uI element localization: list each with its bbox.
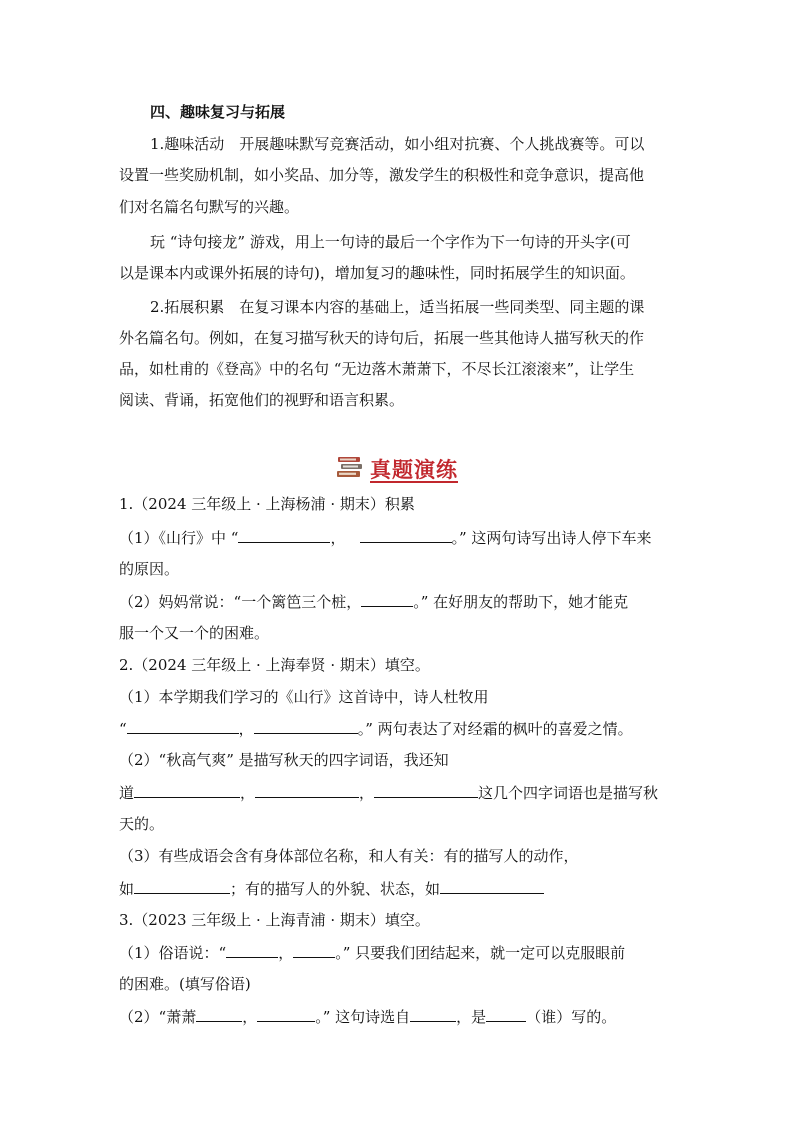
question-text: 。” 这句诗选自 [315, 1008, 411, 1026]
question-text: （谁）写的。 [526, 1008, 617, 1026]
question-text: 。” 两句表达了对经霜的枫叶的喜爱之情。 [357, 720, 633, 738]
question-text: 。” 在好朋友的帮助下，她才能克 [413, 593, 629, 611]
question-line: （1）本学期我们学习的《山行》这首诗中，诗人杜牧用 [119, 688, 489, 706]
question-line [119, 527, 651, 548]
question-line: 的困难。(填写俗语) [119, 975, 251, 993]
question-text: 。” 这两句诗写出诗人停下车来 [451, 529, 652, 547]
question-line: （2）“秋高气爽” 是描写秋天的四字词语，我还知 [119, 751, 449, 769]
paragraph-line: 品，如杜甫的《登高》中的名句 “无边落木萧萧下，不尽长江滚滚来”，让学生 [119, 360, 635, 378]
paragraph-line: 设置一些奖励机制，如小奖品、加分等，激发学生的积极性和竞争意识，提高他 [119, 166, 645, 184]
question-line: 天的。 [119, 815, 165, 833]
answer-blank[interactable] [254, 718, 358, 734]
question-line: 服一个又一个的困难。 [119, 624, 270, 642]
question-text: 。” 只要我们团结起来，就一定可以克服眼前 [335, 944, 626, 962]
section-heading: 四、趣味复习与拓展 [150, 103, 286, 121]
question-heading: 3.（2023 三年级上 · 上海青浦 · 期末）填空。 [119, 911, 430, 929]
paragraph-line: 1.趣味活动 开展趣味默写竞赛活动，如小组对抗赛、个人挑战赛等。可以 [150, 135, 645, 153]
question-text: 这几个四字词语也是描写秋 [478, 784, 659, 802]
question-text: ， [278, 944, 294, 962]
answer-blank[interactable] [360, 527, 452, 543]
answer-blank[interactable] [374, 782, 478, 798]
question-line [119, 1006, 616, 1027]
books-icon [336, 455, 364, 483]
answer-blank[interactable] [257, 1006, 315, 1022]
question-line [119, 591, 628, 612]
question-text: 如 [119, 880, 135, 898]
section-banner [336, 454, 458, 484]
question-heading: 2.（2024 三年级上 · 上海奉贤 · 期末）填空。 [119, 656, 430, 674]
question-text: （2）“萧萧 [119, 1008, 197, 1026]
answer-blank[interactable] [486, 1006, 526, 1022]
question-heading: 1.（2024 三年级上 · 上海杨浦 · 期末）积累 [119, 495, 415, 513]
question-text: ；有的描写人的外貌、状态，如 [230, 880, 441, 898]
paragraph-line: 玩 “诗句接龙” 游戏，用上一句诗的最后一个字作为下一句诗的开头字(可 [150, 233, 631, 251]
question-line [119, 782, 658, 803]
question-text: ， [238, 720, 254, 738]
banner-title: 真题演练 [370, 457, 458, 482]
answer-blank[interactable] [127, 718, 239, 734]
answer-blank[interactable] [361, 591, 413, 607]
paragraph-line: 们对名篇名句默写的兴趣。 [119, 198, 300, 216]
question-text: （1）俗语说：“ [119, 944, 227, 962]
question-line: 的原因。 [119, 560, 180, 578]
question-text: ， [242, 1008, 258, 1026]
question-text: ，是 [456, 1008, 487, 1026]
question-line [119, 942, 625, 963]
answer-blank[interactable] [134, 878, 230, 894]
question-text: ， [359, 784, 375, 802]
paragraph-line: 阅读、背诵，拓宽他们的视野和语言积累。 [119, 391, 405, 409]
question-line [119, 878, 544, 899]
answer-blank[interactable] [410, 1006, 456, 1022]
paragraph-line: 外名篇名句。例如，在复习描写秋天的诗句后，拓展一些其他诗人描写秋天的作 [119, 329, 645, 347]
question-line [119, 718, 633, 739]
answer-blank[interactable] [238, 527, 330, 543]
question-text: ， [330, 529, 346, 547]
answer-blank[interactable] [134, 782, 240, 798]
answer-blank[interactable] [226, 942, 278, 958]
question-text: 道 [119, 784, 135, 802]
answer-blank[interactable] [293, 942, 335, 958]
paragraph-line: 以是课本内或课外拓展的诗句)，增加复习的趣味性，同时拓展学生的知识面。 [119, 264, 635, 282]
question-line: （3）有些成语会含有身体部位名称，和人有关：有的描写人的动作， [119, 847, 579, 865]
question-text: “ [119, 720, 127, 738]
answer-blank[interactable] [255, 782, 359, 798]
answer-blank[interactable] [440, 878, 544, 894]
answer-blank[interactable] [196, 1006, 242, 1022]
question-text: （1）《山行》中 “ [119, 529, 239, 547]
paragraph-line: 2.拓展积累 在复习课本内容的基础上，适当拓展一些同类型、同主题的课 [150, 298, 645, 316]
question-text: ， [240, 784, 256, 802]
question-text: （2）妈妈常说：“一个篱笆三个桩， [119, 593, 362, 611]
